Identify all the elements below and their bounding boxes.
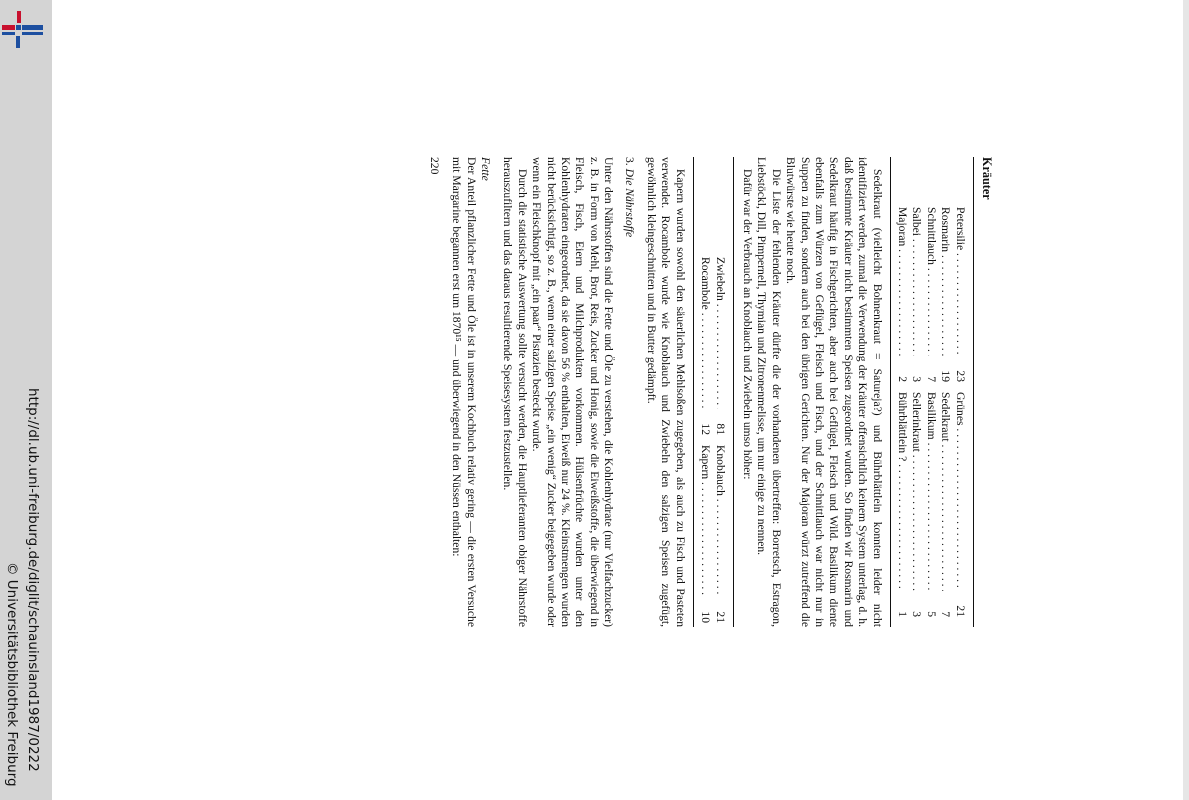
body-paragraph: Dafür war der Verbrauch an Knoblauch und Zwiebeln umso höher: xyxy=(740,169,754,480)
table-cell-value: 10 xyxy=(699,611,713,623)
table-cell-value: 19 xyxy=(939,370,953,382)
section-title: Die Nährstoffe xyxy=(622,168,636,238)
table-cell-name: Zwiebeln . . . xyxy=(712,257,726,409)
table-cell-name: Grünes . . . xyxy=(952,392,966,591)
table-cell-value: 12 xyxy=(699,423,713,435)
subsection-heading: Fette xyxy=(478,157,492,181)
table-cell-value: 21 xyxy=(953,605,967,617)
table-cell-value: 21 xyxy=(713,611,727,623)
body-paragraph: Der Anteil pflanzlicher Fette und Öle ist in unserem Kochbuch relativ gering — die ersten Versuche mit Margarine begannen erst um 1870¹⁵ — und überwiegend in den Nüssen enthalten: xyxy=(450,157,478,627)
table-cell-value: 5 xyxy=(924,611,938,617)
table-row xyxy=(923,157,937,627)
page-number: 220 xyxy=(427,157,441,175)
document-page xyxy=(254,157,994,627)
table-cell-name: Salbei . . . xyxy=(909,207,923,356)
university-logo-icon xyxy=(2,10,44,50)
table-cell-name: Majoran . . . xyxy=(895,207,909,356)
table-row xyxy=(895,157,909,627)
herbs-table xyxy=(890,157,973,627)
onion-table xyxy=(693,157,734,627)
table-row xyxy=(698,157,712,627)
table-cell-value: 2 xyxy=(896,376,910,382)
table-cell-name: Petersilie . . . xyxy=(952,207,966,356)
body-paragraph: Sedelkraut (vielleicht Bohnenkraut = Satureja?) und Bührblättlein konnten leider nicht identifiziert werden, zumal die Verwendung der Kräuter offensichtlich keinem System unterlag, d. h. daß bestimmte Kräuter nicht bestimmten Speisen zugeordnet wurden. So finden wir Rosmarin und Sedelkraut häufig in Fischgerichten, aber auch bei Geflügel, Fleisch und Wild. Basilikum diente ebenfalls zum Würzen von Geflügel, Fleisch und Fisch, und der Schnittlauch war nicht nur in Suppen zu finden, sondern auch bei den übrigen Gerichten. Nur der Majoran würzt zutreffend die Blutwürste wie heute noch. xyxy=(784,157,884,627)
table-cell-name: Sedelkraut . . . xyxy=(938,392,952,591)
table-row xyxy=(952,157,966,627)
scroll-edge xyxy=(1183,0,1189,800)
table-cell-name: Basilikum . . . xyxy=(923,392,937,591)
table-cell-name: Rocambole . . . xyxy=(698,257,712,409)
table-cell-value: 3 xyxy=(910,376,924,382)
table-cell-name: Knoblauch . . . xyxy=(712,445,726,597)
page-title: Kräuter xyxy=(973,157,994,627)
viewer-sidebar xyxy=(0,0,52,800)
table-cell-value: 23 xyxy=(953,370,967,382)
section-heading xyxy=(621,157,635,627)
table-cell-value: 1 xyxy=(896,611,910,617)
copyright-notice: © Universitätsbibliothek Freiburg xyxy=(4,562,20,787)
table-cell-name: Schnittlauch . . . xyxy=(923,207,937,356)
document-url[interactable]: http://dl.ub.uni-freiburg.de/diglit/schauinsland1987/0222 xyxy=(25,388,41,772)
table-cell-value: 81 xyxy=(713,423,727,435)
table-cell-name: Sellerinkraut . . . xyxy=(909,392,923,591)
table-cell-name: Bührblättlein ? . . . xyxy=(895,392,909,591)
table-row xyxy=(909,157,923,627)
body-paragraph: Die Liste der fehlenden Kräuter dürfte die der vorhandenen übertreffen: Borretsch, Estragon, Liebstöckl, Dill, Pimpernell, Thymian und Zitronenmelisse, um nur einige zu nennen. xyxy=(755,157,783,627)
table-cell-name: Rosmarin . . . xyxy=(938,207,952,356)
body-paragraph: Kapern wurden sowohl den säuerlichen Mehlsoßen zugegeben, als auch zu Fisch und Pasteten verwendet. Rocambole wurde wie Knoblauch und Zwiebeln den salzigen Speisen zugefügt, gewöhnlich kleingeschnitten und in Butter gedämpft. xyxy=(644,157,687,627)
table-cell-value: 3 xyxy=(910,611,924,617)
table-cell-name: Kapern . . . xyxy=(698,445,712,597)
table-row xyxy=(938,157,952,627)
section-number: 3. xyxy=(622,157,636,166)
body-paragraph: Durch die statistische Auswertung sollte versucht werden, die Hauptlieferanten obiger Nährstoffe herauszufiltern und das daraus resultierende Speisesystem festzustellen. xyxy=(501,157,529,627)
table-cell-value: 7 xyxy=(939,611,953,617)
body-paragraph: Unter den Nährstoffen sind die Fette und Öle zu verstehen, die Kohlenhydrate (nur Vielfachzucker) z. B. in Form von Mehl, Brot, Reis, Zucker und Honig, sowie die Eiweißstoffe, die überwiegend in Fleisch, Fisch, Eiern und Milchprodukten vorkommen. Hülsenfrüchte wurden unter den Kohlenhydraten eingeordnet, da sie davon 56 % enthalten, Eiweiß nur 24 %. Kleinstmengen wurden nicht berücksichtigt, so z. B., wenn einer salzigen Speise „ein wenig“ Zucker beigegeben wurde oder wenn ein Fleischknopf mit „ein paar“ Pistazien besteckt wurde. xyxy=(530,157,616,627)
table-row xyxy=(712,157,726,627)
table-cell-value: 7 xyxy=(924,376,938,382)
